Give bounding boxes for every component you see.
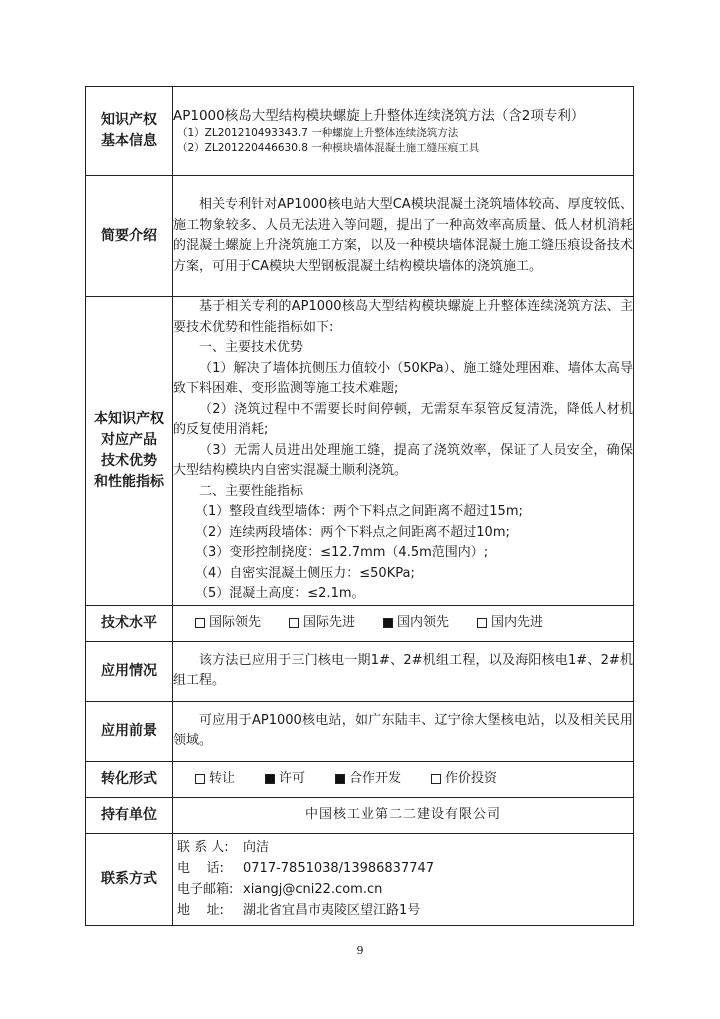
contact-value: 湖北省宜昌市夷陵区望江路1号 — [243, 903, 421, 918]
metric-1: （1）整段直线型墙体：两个下料点之间距离不超过15m; — [195, 504, 523, 519]
contact-row-email — [173, 879, 633, 900]
checkbox-icon — [477, 618, 487, 628]
intro-content — [173, 176, 634, 297]
advantages-label-line1: 本知识产权 — [94, 410, 164, 427]
checkbox-icon — [289, 618, 299, 628]
ip-label-line1: 知识产权 — [101, 112, 157, 128]
level-option-4[interactable] — [477, 613, 543, 634]
contact-key: 电子邮箱: — [177, 882, 234, 897]
checkbox-checked-icon — [383, 618, 393, 628]
transfer-label: 转化形式 — [86, 761, 173, 797]
contact-row-phone — [173, 858, 633, 879]
info-table — [85, 86, 634, 926]
transfer-option-3-text: 合作开发 — [349, 770, 402, 786]
level-content — [173, 605, 634, 641]
prospect-label: 应用前景 — [86, 701, 173, 761]
intro-label: 简要介绍 — [86, 176, 173, 297]
level-option-3[interactable] — [383, 613, 449, 634]
advantages-label — [86, 297, 173, 606]
ip-label-line2: 基本信息 — [101, 133, 157, 149]
patent-1: （1）ZL201210493343.7 一种螺旋上升整体连续浇筑方法 — [177, 126, 459, 139]
application-content — [173, 641, 634, 701]
advantage-item-3: （3）无需人员进出处理施工缝，提高了浇筑效率，保证了人员安全，确保大型结构模块内自密实混凝土顺利浇筑。 — [173, 442, 633, 478]
advantages-label-line4: 和性能指标 — [94, 473, 164, 490]
contact-key: 联 系 人: — [177, 840, 229, 855]
transfer-option-1-text: 转让 — [209, 770, 236, 786]
transfer-option-4-text: 作价投资 — [445, 770, 498, 786]
transfer-content — [173, 761, 634, 797]
transfer-option-2-text: 许可 — [279, 770, 306, 786]
checkbox-checked-icon — [335, 774, 345, 784]
application-label: 应用情况 — [86, 641, 173, 701]
metric-4: （4）自密实混凝土侧压力：≤50KPa; — [195, 565, 415, 581]
level-option-2[interactable] — [289, 613, 355, 634]
contact-value: 0717-7851038/13986837747 — [243, 861, 435, 876]
contact-key: 电 话: — [177, 861, 224, 876]
level-option-3-text: 国内领先 — [397, 614, 450, 630]
ip-content — [173, 87, 634, 176]
ip-title: AP1000核岛大型结构模块螺旋上升整体连续浇筑方法（含2项专利） — [173, 107, 585, 124]
contact-value: 向洁 — [243, 840, 270, 855]
ip-label — [86, 87, 173, 176]
level-option-1[interactable] — [195, 613, 261, 634]
advantages-label-line3: 技术优势 — [101, 452, 157, 469]
advantage-item-2: （2）浇筑过程中不需要长时间停顿，无需泵车泵管反复清洗，降低人材机的反复使用消耗; — [173, 401, 633, 437]
contact-row-person — [173, 837, 633, 858]
transfer-option-1[interactable] — [195, 769, 235, 790]
prospect-content — [173, 701, 634, 761]
level-option-4-text: 国内先进 — [491, 614, 544, 630]
advantage-item-1: （1）解决了墙体抗侧压力值较小（50KPa）、施工缝处理困难、墙体太高导致下料困难、变形监测等施工技术难题; — [173, 360, 633, 396]
transfer-option-3[interactable] — [335, 769, 401, 790]
metric-3: （3）变形控制挠度：≤12.7mm（4.5m范围内）; — [195, 545, 489, 560]
metric-2: （2）连续两段墙体：两个下料点之间距离不超过10m; — [195, 524, 510, 540]
contact-label: 联系方式 — [86, 833, 173, 925]
holder-name: 中国核工业第二二建设有限公司 — [173, 797, 634, 833]
checkbox-icon — [195, 618, 205, 628]
metric-5: （5）混凝土高度：≤2.1m。 — [195, 586, 365, 601]
advantages-lead: 基于相关专利的AP1000核岛大型结构模块螺旋上升整体连续浇筑方法、主要技术优势和性能指标如下: — [173, 299, 633, 335]
advantages-heading-1: 一、主要技术优势 — [199, 340, 304, 355]
application-text: 该方法已应用于三门核电一期1#、2#机组工程，以及海阳核电1#、2#机组工程。 — [173, 652, 633, 688]
page-number: 9 — [356, 944, 364, 957]
checkbox-checked-icon — [265, 774, 275, 784]
checkbox-icon — [195, 774, 205, 784]
advantages-label-line2: 对应产品 — [101, 431, 157, 448]
advantages-content — [173, 297, 634, 606]
level-option-1-text: 国际领先 — [209, 614, 262, 630]
holder-label: 持有单位 — [86, 797, 173, 833]
transfer-option-4[interactable] — [431, 769, 497, 790]
prospect-text: 可应用于AP1000核电站，如广东陆丰、辽宁徐大堡核电站，以及相关民用领域。 — [173, 712, 633, 748]
email-link[interactable]: xiangj@cni22.com.cn — [243, 882, 383, 897]
advantages-heading-2: 二、主要性能指标 — [199, 483, 304, 499]
contact-key: 地 址: — [177, 903, 224, 918]
checkbox-icon — [431, 774, 441, 784]
transfer-option-2[interactable] — [265, 769, 305, 790]
level-option-2-text: 国际先进 — [303, 614, 356, 630]
level-label: 技术水平 — [86, 605, 173, 641]
intro-text: 相关专利针对AP1000核电站大型CA模块混凝土浇筑墙体较高、厚度较低、施工物象较多、人员无法进入等问题，提出了一种高效率高质量、低人材机消耗的混凝土螺旋上升浇筑施工方案，以及一种模块墙体混凝土施工缝压痕设备技术方案，可用于CA模块大型钢板混凝土结构模块墙体的浇筑施工。 — [173, 197, 633, 274]
contact-content — [173, 833, 634, 925]
patent-2: （2）ZL201220446630.8 一种模块墙体混凝土施工缝压痕工具 — [177, 141, 480, 154]
contact-row-address — [173, 900, 633, 921]
